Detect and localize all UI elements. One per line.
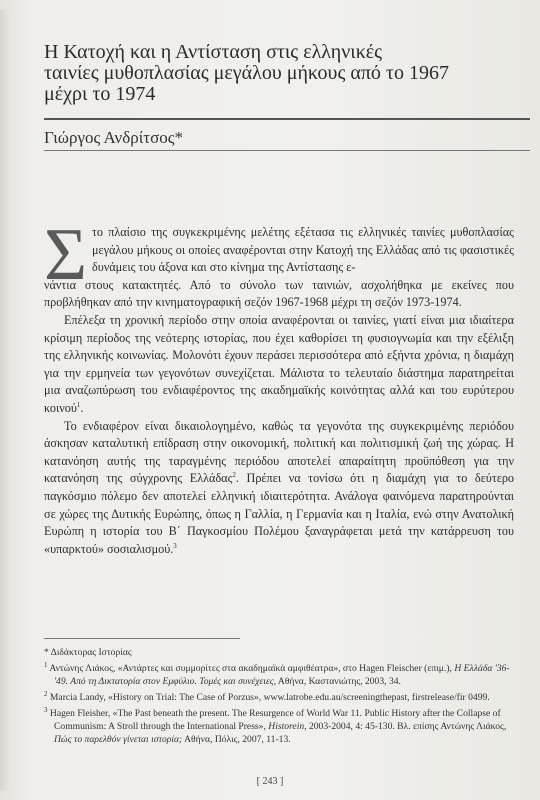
paragraph-1-lead: το πλαίσιο της συγκεκριμένης μελέτης εξέτασα τις ελληνικές ταινίες μυθοπλασίας μεγάλου μήκους οι οποίες αναφέρονται στην Κατοχή της Ελλάδας από τις φασιστικές δυνάμεις του άξονα και στο κίνημα της Αντίστασης ε- <box>92 225 514 275</box>
author-rule <box>44 150 530 151</box>
footnote-1-number: 1 <box>44 660 48 669</box>
footnote-3-text-c: Αθήνα, Πόλις, 2007, 11-13. <box>182 734 291 745</box>
footnote-3-text-b: , 2003-2004, 4: 45-130. Βλ. επίσης Αντώνης Λιάκος, <box>304 721 507 732</box>
footnote-ref-3[interactable]: 3 <box>173 541 177 550</box>
footnote-1-text-b: , Αθήνα, Καστανιώτης, 2003, 34. <box>273 676 401 687</box>
footnote-ref-2[interactable]: 2 <box>232 471 236 480</box>
footnote-3-number: 3 <box>44 705 48 714</box>
title-line: ταινίες μυθοπλασίας μεγάλου μήκους από το 1967 <box>44 62 449 84</box>
footnote-ref-1[interactable]: 1 <box>76 400 81 409</box>
author-name: Γιώργος Ανδρίτσος* <box>44 128 184 147</box>
paragraph-1 <box>44 214 514 312</box>
title-rule <box>44 118 530 120</box>
title-line: μέχρι το 1974 <box>44 83 156 105</box>
footnote-2-text: Marcia Landy, «History on Trial: The Case of Porzus», www.latrobe.edu.au/screeningthepast, firstrelease/fir 0499. <box>49 692 490 703</box>
paragraph-2-text: Επέλεξα τη χρονική περίοδο στην οποία αναφέρονται οι ταινίες, γιατί είναι μια ιδιαίτερα κρίσιμη περίοδος της νεότερης ιστορίας, που έχει καθορίσει τη φυσιογνωμία και την εξέλιξη της ελληνικής κοινωνίας. Μολονότι έχουν περάσει περισσότερα από εξήντα χρόνια, η διαμάχη για την ερμηνεία των γεγονότων συνεχίζεται. Μάλιστα το τελευταίο διάστημα παρατηρείται μια αναζωπύρωση του ενδιαφέροντος της ακαδημαϊκής κοινότητας αλλά και του ευρύτερου κοινού <box>44 312 514 415</box>
footnote-3-text-a: Hagen Fleisher, «The Past beneath the present. The Resurgence of World War 11. Public History after the Collapse of Communism: A Stroll through the International Press», <box>49 708 501 732</box>
footnote-1-text-a: Αντώνης Λιάκος, «Αντάρτες και συμμορίτες στα ακαδημαϊκά αμφιθέατρα», στο Hagen Fleischer (επιμ.), <box>49 663 452 674</box>
page-number: [ 243 ] <box>256 776 284 787</box>
paragraph-3-text-b: . Πρέπει να τονίσω ότι η διαμάχη για το δεύτερο παγκόσμιο πόλεμο δεν αποτελεί ελληνική ιδιαιτερότητα. Ανάλογα φαινόμενα παρατηρούνται σε χώρες της Δυτικής Ευρώπης, όπως η Γαλλία, η Γερμανία και η Ιταλία, ενώ στην Ανατολική Ευρώπη η ιστορία του Β΄ Παγκοσμίου Πολέμου ξαναγράφεται μετά την κατάρρευση του «υπαρκτού» σοσιαλισμού. <box>44 471 515 556</box>
footnote-3-italic-book: Πώς το παρελθόν γίνεται ιστορία; <box>54 734 183 745</box>
paragraph-2-tail: . <box>80 400 84 415</box>
paragraph-1-rest: νάντια στους κατακτητές. Από το σύνολο των ταινιών, ασχολήθηκα με εκείνες που προβλήθηκαν από την κινηματογραφική σεζόν 1967-1968 μέχρι τη σεζόν 1973-1974. <box>44 277 514 310</box>
footnote-1 <box>44 662 514 688</box>
footnote-rule <box>44 638 240 639</box>
drop-cap: Σ <box>44 214 88 296</box>
footnote-2-number: 2 <box>44 689 48 698</box>
paragraph-2 <box>44 312 514 418</box>
footnote-1-italic: Η Ελλάδα '36-'49. Από τη Δικτατορία στον Εμφύλιο. Τομές και συνέχειες <box>54 663 510 687</box>
article-body <box>44 214 515 558</box>
title-line: Η Κατοχή και η Αντίσταση στις ελληνικές <box>44 41 383 63</box>
paragraph-3 <box>44 418 514 559</box>
paragraph-3-text-a: Το ενδιαφέρον είναι δικαιολογημένο, καθώς τα γεγονότα της συγκεκριμένης περιόδου άσκησαν καταλυτική επίδραση στην οικονομική, πολιτική και πολιτισμική ζωή της χώρας. Η κατανόηση αυτής της ταραγμένης περιόδου αποτελεί απαραίτητη προϋπόθεση για την κατανόηση της σύγχρονης Ελλάδας <box>44 418 514 486</box>
page-shadow <box>0 10 10 790</box>
article-title <box>44 42 514 105</box>
footnote-3 <box>44 707 514 746</box>
footnotes <box>44 646 514 749</box>
footnote-2 <box>44 691 514 704</box>
footnote-author: * Διδάκτορας Ιστορίας <box>44 647 132 658</box>
footnote-3-italic-journal: Historein <box>268 721 305 732</box>
